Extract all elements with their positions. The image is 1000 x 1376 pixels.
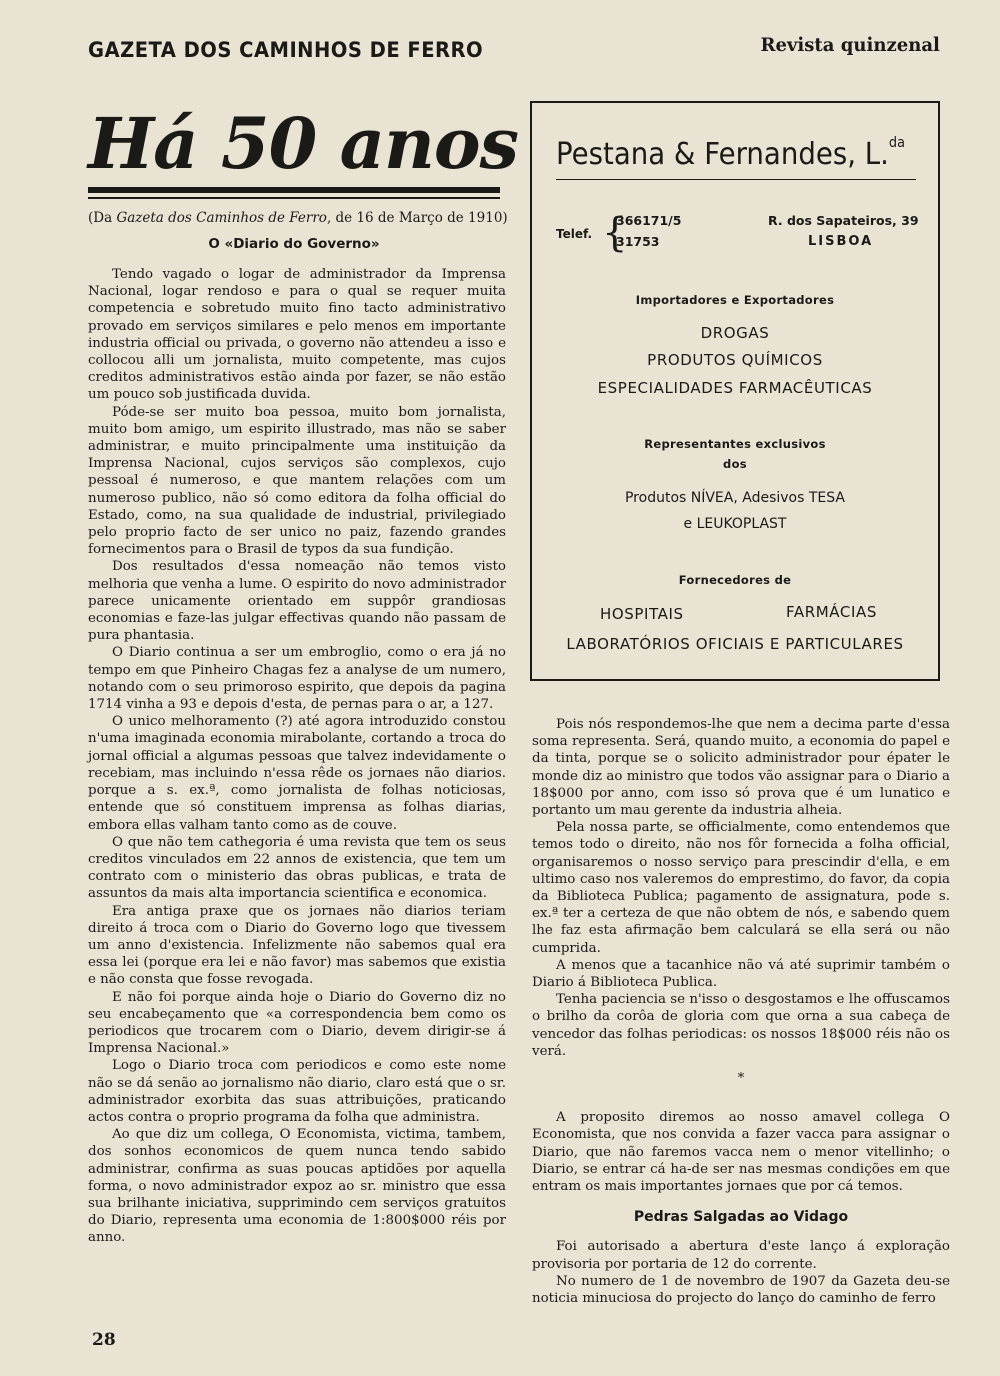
ad-phone-1: 366171/5 <box>616 213 682 228</box>
article-left-column <box>88 266 506 1247</box>
ad-suppliers: Fornecedores de <box>678 573 792 587</box>
publication-frequency: Revista quinzenal <box>760 34 940 56</box>
ad-brands: Produtos NÍVEA, Adesivos TESA <box>624 490 845 506</box>
paragraph: E não foi porque ainda hoje o Diario do Governo diz no seu encabeçamento que «a correspondencia bem como os periodicos que trocarem com o Diario, devem dirigir-se á Imprensa Nacional.» <box>88 989 506 1057</box>
paragraph: O Diario continua a ser um embroglio, como o era já no tempo em que Pinheiro Chagas fez a analyse de um numero, notando com o seu primoroso espirito, que depois da pagina 1714 vinha a 93 e depois d'esta, de pernas para o ar, a 127. <box>88 645 506 713</box>
ad-client: LABORATÓRIOS OFICIAIS E PARTICULARES <box>566 635 904 653</box>
paragraph: Foi autorisado a abertura d'este lanço á exploração provisoria por portaria de 12 do corrente. <box>532 1239 950 1272</box>
ad-company-name: Pestana & Fernandes, L.$^{da}$ <box>556 135 905 172</box>
title-rule-thin <box>88 197 500 199</box>
paragraph: A menos que a tacanhice não vá até suprimir também o Diario á Biblioteca Publica. <box>532 957 950 991</box>
paragraph: No numero de 1 de novembro de 1907 da Gazeta deu-se noticia minuciosa do projecto do lanço do caminho de ferro <box>532 1273 950 1307</box>
ad-representatives-of: dos <box>723 457 747 471</box>
ad-brace-icon: { <box>602 210 628 256</box>
section-separator: * <box>737 1071 745 1087</box>
article-right-column <box>532 716 950 1307</box>
paragraph: O unico melhoramento (?) até agora introduzido constou n'uma imaginada economia mirabolante, cortando a troca do jornal official a algumas pessoas que talvez indevidamente o recebiam, mas incluindo n'essa rêde os jornaes não diarios. porque a s. ex.ª, como jornalista de folhas noticiosas, entende que só constituem imprensa as folhas diarias, embora ellas valham tanto como as de couve. <box>88 714 506 833</box>
paragraph: Póde-se ser muito boa pessoa, muito bom jornalista, muito bom amigo, um espirito illustrado, mas não se saber administrar, e muito principalmente uma instituição da Imprensa Nacional, cujos serviços são complexos, cujo pessoal é numeroso, e que mantem relações com um numeroso publico, não só como editora da folha official do Estado, como, na sua qualidade de industrial, privilegiado pelo proprio facto de ser unico no paiz, fazendo grandes fornecimentos para o Brasil de typos da sua fundição. <box>88 404 506 558</box>
ad-product: ESPECIALIDADES FARMACÊUTICAS <box>597 379 873 397</box>
paragraph: Era antiga praxe que os jornaes não diarios teriam direito á troca com o Diario do Governo logo que tivessem um anno d'existencia. Infelizmente não sabemos qual era essa lei (porque era lei e não favor) mas sabemos que existia e não consta que fosse revogada. <box>88 903 506 988</box>
ad-representatives: Representantes exclusivos <box>644 437 826 451</box>
ad-city: LISBOA <box>808 234 874 249</box>
paragraph: Pois nós respondemos-lhe que nem a decima parte d'essa soma representa. Será, quando muito, a economia do papel e da tinta, porque se o solicito administrador pour épater le monde diz ao ministro que todos vão assignar para o Diario a 18$000 por anno, com isso só prova que é um lunatico e portanto um mau gerente da industria alheia. <box>532 717 950 819</box>
paragraph: Pela nossa parte, se officialmente, como entendemos que temos todo o direito, não nos fôr fornecida a folha official, organisaremos o nosso serviço para prescindir d'ella, e em ultimo caso nos valeremos do emprestimo, do favor, da copia da Biblioteca Publica; pagamento de assignatura, pode s. ex.ª ter a certeza de que não obtem de nós, e sabendo quem lhe faz esta afirmação bem calculará se ella será ou não cumprida. <box>532 820 950 956</box>
paragraph: A proposito diremos ao nosso amavel collega O Economista, que nos convida a fazer vacca para assignar o Diario, que não faremos vacca nem o menor vitellinho; o Diario, se entrar cá ha-de ser nas mesmas condições em que entram os mais importantes jornaes que por cá temos. <box>532 1110 950 1195</box>
ad-client: FARMÁCIAS <box>786 603 877 621</box>
page-number: 28 <box>92 1330 116 1350</box>
paragraph: Tenha paciencia se n'isso o desgostamos e lhe offuscamos o brilho da corôa de gloria com que orna a sua cabeça de vencedor das folhas periodicas: os nossos 18$000 réis não os verá. <box>532 992 950 1059</box>
ad-product: PRODUTOS QUÍMICOS <box>647 351 823 369</box>
paragraph: Tendo vagado o logar de administrador da Imprensa Nacional, logar rendoso e para o qual se requer muita competencia e sobretudo muito fino tacto administrativo provado em serviços similares e pelo menos em importante industria official ou privada, o governo não attendeu a isso e collocou alli um jornalista, muito competente, mas cujos creditos administrativos estão ainda por fazer, se não estão um pouco sob justificada duvida. <box>88 267 506 403</box>
ad-client: HOSPITAIS <box>600 605 684 623</box>
sub-heading: Pedras Salgadas ao Vidago <box>633 1209 849 1226</box>
publication-title: GAZETA DOS CAMINHOS DE FERRO <box>88 38 484 62</box>
ad-phone-2: 31753 <box>616 234 660 249</box>
article-title: O «Diario do Governo» <box>208 236 380 252</box>
advertisement-box <box>530 101 940 681</box>
title-rule-thick <box>88 187 500 193</box>
section-title: Há 50 anos <box>88 102 518 185</box>
paragraph: Ao que diz um collega, O Economista, victima, tambem, dos sonhos economicos de quem nunca tendo sabido administrar, confirma as suas poucas aptidões por aquella forma, o novo administrador expoz ao sr. ministro que essa sua brilhante iniciativa, supprimindo cem serviços gratuitos do Diario, representa uma economia de 1:800$000 réis por anno. <box>88 1127 506 1246</box>
paragraph: Logo o Diario troca com periodicos e como este nome não se dá senão ao jornalismo não diario, claro está que o sr. administrador exorbita das suas attribuições, praticando actos contra o proprio programa da folha que administra. <box>88 1058 506 1125</box>
paragraph: O que não tem cathegoria é uma revista que tem os seus creditos vinculados em 22 annos de existencia, que tem um contrato com o ministerio das obras publicas, e trata de assuntos da mais alta importancia scientifica e economica. <box>88 834 506 902</box>
ad-importers: Importadores e Exportadores <box>635 293 835 307</box>
ad-product: DROGAS <box>700 324 770 342</box>
paragraph: Dos resultados d'essa nomeação não temos visto melhoria que venha a lume. O espirito do novo administrador parece unicamente orientado em suppôr grandiosas economias e faze-las julgar effectivas quando não passam de pura phantasia. <box>88 559 506 644</box>
ad-street: R. dos Sapateiros, 39 <box>768 213 919 228</box>
ad-telef-label: Telef. <box>556 227 593 241</box>
ad-brands: e LEUKOPLAST <box>683 516 787 532</box>
ad-company-rule <box>556 179 916 180</box>
article-source: (Da Gazeta dos Caminhos de Ferro, de 16 de Março de 1910) <box>88 210 508 226</box>
